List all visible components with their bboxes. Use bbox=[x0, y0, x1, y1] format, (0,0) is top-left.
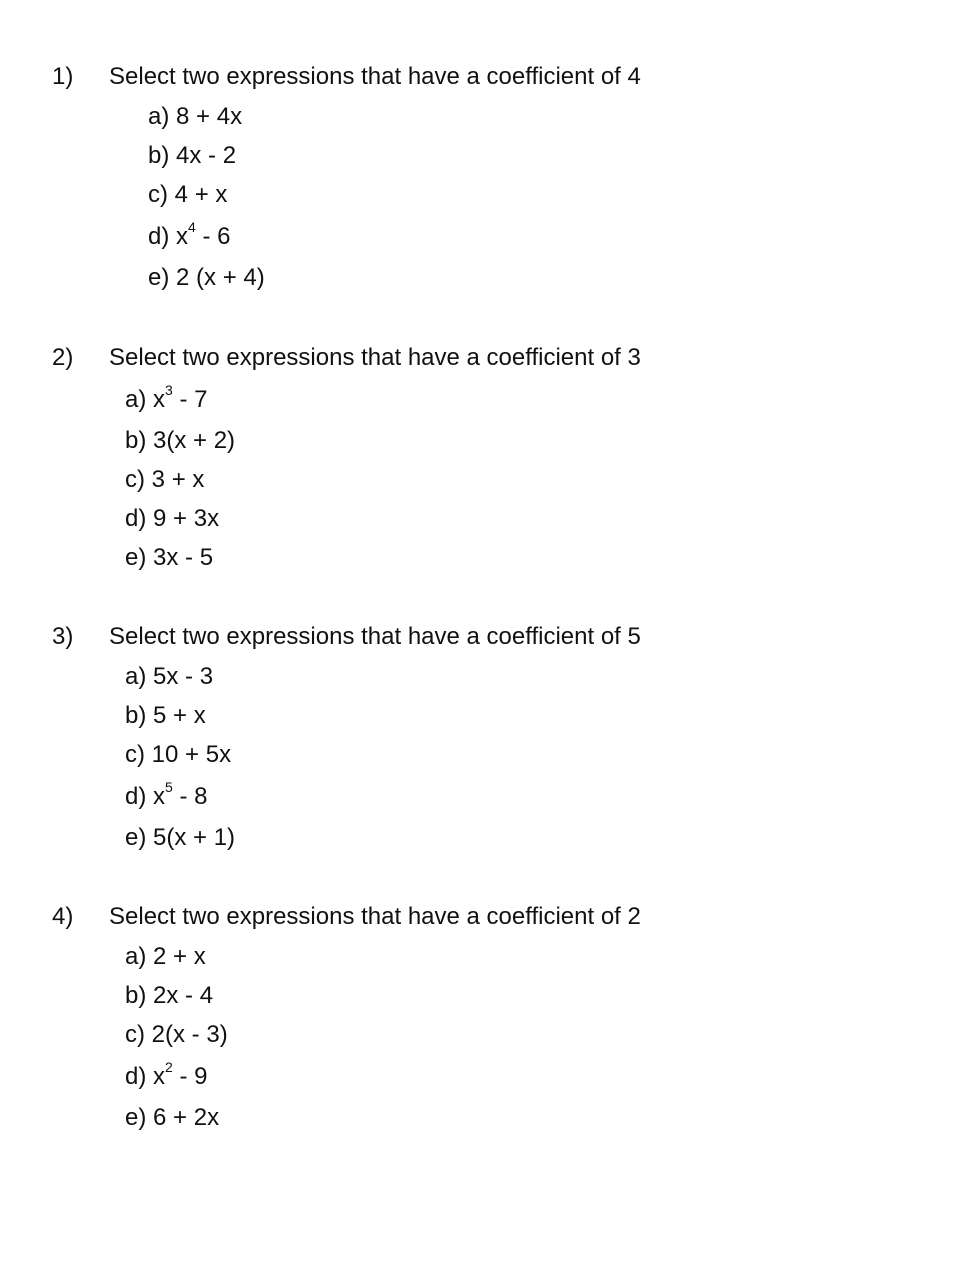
question-prompt: Select two expressions that have a coefficient of 4 bbox=[109, 63, 641, 90]
option-exponent: 4 bbox=[188, 219, 196, 235]
option-label: a) bbox=[125, 663, 147, 690]
option-exponent: 5 bbox=[165, 779, 173, 795]
option-e[interactable] bbox=[125, 823, 235, 853]
option-expression: 2(x - 3) bbox=[151, 1021, 228, 1048]
option-b[interactable] bbox=[148, 141, 236, 171]
option-expression: 3 + x bbox=[151, 466, 205, 493]
option-label: e) bbox=[125, 544, 147, 571]
option-expression-rest: - 8 bbox=[172, 783, 208, 810]
option-label: b) bbox=[125, 702, 147, 729]
option-expression-rest: - 9 bbox=[172, 1063, 208, 1090]
question-number: 4) bbox=[52, 903, 74, 930]
option-d[interactable] bbox=[125, 779, 208, 812]
option-label: a) bbox=[148, 103, 170, 130]
option-expression: 3x - 5 bbox=[153, 544, 214, 571]
option-a[interactable] bbox=[125, 382, 208, 415]
option-d[interactable] bbox=[125, 504, 219, 534]
option-b[interactable] bbox=[125, 701, 206, 731]
option-label: d) bbox=[125, 505, 147, 532]
option-label: d) bbox=[148, 223, 170, 250]
option-expression: 5x - 3 bbox=[153, 663, 214, 690]
option-label: b) bbox=[125, 427, 147, 454]
option-e[interactable] bbox=[125, 1103, 219, 1133]
option-exponent: 2 bbox=[165, 1059, 173, 1075]
option-e[interactable] bbox=[148, 263, 265, 293]
option-expression-base: x bbox=[153, 1063, 166, 1090]
option-c[interactable] bbox=[125, 1020, 228, 1050]
option-expression-rest: - 7 bbox=[172, 386, 208, 413]
option-label: a) bbox=[125, 943, 147, 970]
question-number: 1) bbox=[52, 63, 74, 90]
question-number: 3) bbox=[52, 623, 74, 650]
question-prompt: Select two expressions that have a coefficient of 2 bbox=[109, 903, 641, 930]
option-expression: 2 (x + 4) bbox=[176, 264, 265, 291]
option-label: e) bbox=[148, 264, 170, 291]
option-expression: 3(x + 2) bbox=[153, 427, 236, 454]
option-c[interactable] bbox=[125, 740, 231, 770]
option-expression: 5(x + 1) bbox=[153, 824, 236, 851]
option-expression-rest: - 6 bbox=[195, 223, 231, 250]
option-expression: 9 + 3x bbox=[153, 505, 220, 532]
option-label: d) bbox=[125, 1063, 147, 1090]
option-d[interactable] bbox=[148, 219, 231, 252]
question-number: 2) bbox=[52, 344, 74, 371]
option-a[interactable] bbox=[125, 662, 213, 692]
option-label: b) bbox=[148, 142, 170, 169]
option-label: c) bbox=[125, 466, 145, 493]
option-label: c) bbox=[125, 741, 145, 768]
option-a[interactable] bbox=[125, 942, 206, 972]
option-expression-base: x bbox=[153, 386, 166, 413]
option-expression: 8 + 4x bbox=[176, 103, 243, 130]
option-label: d) bbox=[125, 783, 147, 810]
option-label: b) bbox=[125, 982, 147, 1009]
option-expression: 10 + 5x bbox=[151, 741, 232, 768]
question-prompt: Select two expressions that have a coefficient of 5 bbox=[109, 623, 641, 650]
option-label: c) bbox=[148, 181, 168, 208]
option-a[interactable] bbox=[148, 102, 242, 132]
option-c[interactable] bbox=[148, 180, 227, 210]
option-expression: 2 + x bbox=[153, 943, 206, 970]
option-expression: 6 + 2x bbox=[153, 1104, 220, 1131]
option-label: c) bbox=[125, 1021, 145, 1048]
option-e[interactable] bbox=[125, 543, 213, 573]
option-expression: 4x - 2 bbox=[176, 142, 237, 169]
option-label: a) bbox=[125, 386, 147, 413]
option-c[interactable] bbox=[125, 465, 204, 495]
option-label: e) bbox=[125, 1104, 147, 1131]
option-exponent: 3 bbox=[165, 382, 173, 398]
option-expression: 4 + x bbox=[174, 181, 228, 208]
option-d[interactable] bbox=[125, 1059, 208, 1092]
option-label: e) bbox=[125, 824, 147, 851]
option-expression: 2x - 4 bbox=[153, 982, 214, 1009]
option-b[interactable] bbox=[125, 981, 213, 1011]
option-b[interactable] bbox=[125, 426, 235, 456]
option-expression-base: x bbox=[176, 223, 189, 250]
question-prompt: Select two expressions that have a coefficient of 3 bbox=[109, 344, 641, 371]
option-expression: 5 + x bbox=[153, 702, 206, 729]
option-expression-base: x bbox=[153, 783, 166, 810]
